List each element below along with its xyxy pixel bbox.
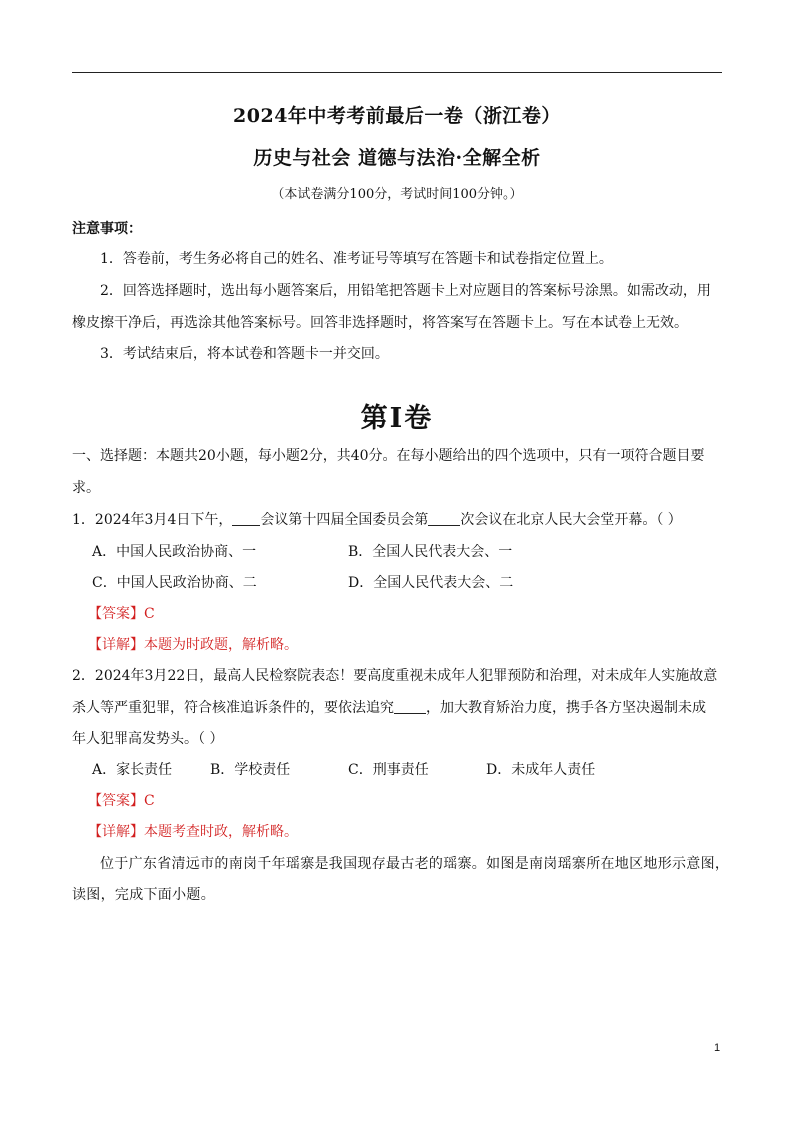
q1-blank-1	[232, 513, 260, 526]
q1-stem-part-c: 次会议在北京人民大会堂开幕。（ ）	[460, 512, 682, 528]
q1-option-b: B．全国人民代表大会、一	[348, 544, 513, 560]
q2-option-d: D．未成年人责任	[486, 762, 596, 778]
q1-answer	[88, 603, 155, 623]
header-rule	[72, 72, 722, 73]
q1-stem-part-a: 1．2024年3月4日下午，	[72, 512, 233, 528]
passage-line-1: 位于广东省清远市的南岗千年瑶寨是我国现存最古老的瑶寨。如图是南岗瑶寨所在地区地形示意图，	[100, 856, 730, 872]
q1-blank-2	[428, 513, 460, 526]
notice-item-1: 1．答卷前，考生务必将自己的姓名、准考证号等填写在答题卡和试卷指定位置上。	[100, 251, 613, 267]
q2-option-c: C．刑事责任	[348, 762, 429, 778]
q1-option-d: D．全国人民代表大会、二	[348, 575, 514, 591]
notice-item-2-line-2: 橡皮擦干净后，再选涂其他答案标号。回答非选择题时，将答案写在答题卡上。写在本试卷上无效。	[72, 315, 688, 331]
q2-detail-label: 【详解】	[88, 824, 144, 840]
q1-detail-text: 本题为时政题，解析略。	[144, 637, 298, 653]
q1-stem-part-b: 会议第十四届全国委员会第	[260, 512, 429, 528]
q1-answer-label: 【答案】	[88, 606, 144, 622]
exam-title: 2024年中考考前最后一卷（浙江卷）	[233, 105, 561, 127]
q2-answer-label: 【答案】	[88, 793, 144, 809]
page-number: 1	[714, 1042, 721, 1054]
q2-option-b: B．学校责任	[210, 762, 291, 778]
exam-subject: 历史与社会 道德与法治·全解全析	[253, 147, 541, 169]
q2-stem-part-b: ，加大教育矫治力度，携手各方坚决遏制未成	[426, 700, 706, 716]
q1-detail-label: 【详解】	[88, 637, 144, 653]
q2-blank	[394, 701, 426, 714]
q2-stem-part-a: 杀人等严重犯罪，符合核准追诉条件的，要依法追究	[72, 700, 394, 716]
q2-detail	[88, 821, 298, 841]
notice-item-2-line-1: 2．回答选择题时，选出每小题答案后，用铅笔把答题卡上对应题目的答案标号涂黑。如需改动，用	[100, 283, 711, 299]
q1-detail	[88, 634, 298, 654]
question-2-stem-line-2	[72, 697, 706, 717]
section-intro-line-1: 一、选择题：本题共20小题，每小题2分，共40分。在每小题给出的四个选项中，只有一项符合题目要	[72, 448, 705, 464]
q2-option-a: A．家长责任	[92, 762, 173, 778]
q1-option-c: C．中国人民政治协商、二	[92, 575, 257, 591]
q2-answer	[88, 790, 155, 810]
question-1-stem	[72, 509, 682, 529]
q2-detail-text: 本题考查时政，解析略。	[144, 824, 298, 840]
q1-option-a: A．中国人民政治协商、一	[92, 544, 257, 560]
notice-item-3: 3．考试结束后，将本试卷和答题卡一并交回。	[100, 346, 389, 362]
question-2-stem-line-3: 年人犯罪高发势头。（ ）	[72, 731, 224, 747]
notice-heading: 注意事项：	[72, 221, 142, 237]
section-intro-line-2: 求。	[72, 480, 100, 496]
q1-answer-value: C	[144, 606, 155, 622]
passage-line-2: 读图，完成下面小题。	[72, 887, 215, 903]
q2-answer-value: C	[144, 793, 155, 809]
question-2-stem-line-1: 2．2024年3月22日，最高人民检察院表态！要高度重视未成年人犯罪预防和治理，对未成年人实施故意	[72, 668, 718, 684]
section-title: 第Ⅰ卷	[360, 403, 434, 434]
exam-note: （本试卷满分100分，考试时间100分钟。）	[271, 187, 523, 202]
